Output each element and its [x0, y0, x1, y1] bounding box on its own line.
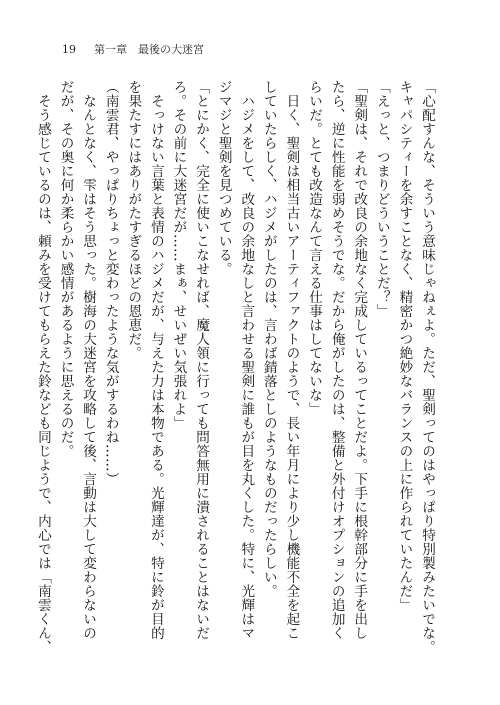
text-line: そう感じているのは、頼みを受けてもらえた鈴なども同じようで、内心では「南雲くん、	[34, 80, 51, 654]
text-line: ジマジと聖剣を見つめている。	[215, 80, 232, 276]
text-line: ハジメをして、改良の余地なしと言わせる聖剣に誰もが目を丸くした。特に、光輝はマ	[238, 80, 255, 640]
text-line: を果たすにはありがたすぎるほどの恩恵だ。	[125, 80, 142, 360]
text-line: なんとなく、雫はそう思った。樹海の大迷宮を攻略して後、言動は大して変わらないの	[80, 80, 97, 640]
text-line: 「えっと、つまりどういうことだ？」	[373, 80, 390, 318]
text-line: していたらしく、ハジメがしたのは、言わば錆落としのようなものだったらしい。	[260, 80, 277, 598]
body-text	[34, 80, 438, 688]
chapter-title: 第一章 最後の大迷宮	[94, 43, 204, 56]
text-line: らいだ。とても改造なんて言える仕事はしてないな」	[306, 80, 323, 416]
text-line: そっけない言葉と表情のハジメだが、与えた力は本物である。光輝達が、特に鈴が目的	[147, 80, 164, 640]
text-line: （南雲君、やっぱりちょっと変わったような気がするわね……）	[102, 80, 119, 486]
text-line: 「とにかく、完全に使いこなせれば、魔人領に行っても問答無用に潰されることはないだ	[193, 80, 210, 640]
text-line: たら、逆に性能を弱めそうでな。だから俺がしたのは、整備と外付けオプションの追加く	[328, 80, 345, 640]
text-line: キャパシティーを余すことなく、精密かつ絶妙なバランスの上に作られていたんだ」	[396, 80, 413, 612]
page-number: 19	[62, 43, 76, 56]
text-line: 日く、聖剣は相当古いアーティファクトのようで、長い年月により少し機能不全を起こ	[283, 80, 300, 640]
text-line: 「聖剣は、それで改良の余地なく完成しているってことだよ。下手に根幹部分に手を出し	[351, 80, 368, 640]
text-line: ろ。その前に大迷宮だが……まぁ、せいぜい気張れよ」	[170, 80, 187, 430]
running-header	[62, 41, 204, 57]
text-line: 「心配すんな、そういう意味じゃねぇよ。ただ、聖剣ってのはやっぱり特別製みたいでな。	[419, 80, 435, 654]
text-line: だが、その奥に何か柔らかい感情があるように思えるのだ。	[57, 80, 74, 458]
